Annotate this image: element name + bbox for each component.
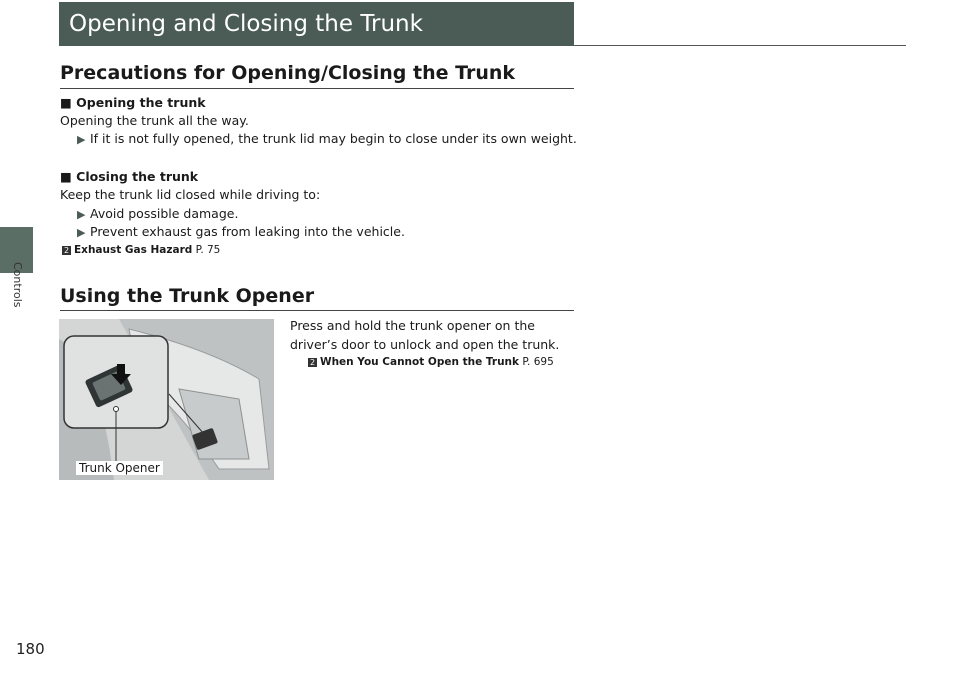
page-title: Opening and Closing the Trunk bbox=[59, 2, 574, 46]
opening-body: Opening the trunk all the way. bbox=[60, 113, 249, 128]
closing-bullet-1: ▶ Avoid possible damage. bbox=[77, 206, 239, 221]
figure-label: Trunk Opener bbox=[76, 461, 163, 475]
trunk-opener-illustration bbox=[59, 319, 274, 480]
closing-subhead: ■ Closing the trunk bbox=[60, 169, 199, 184]
precautions-heading: Precautions for Opening/Closing the Trunk bbox=[60, 62, 516, 84]
reference-icon: 2 bbox=[309, 358, 316, 367]
page-number: 180 bbox=[16, 640, 45, 658]
trunk-opener-heading: Using the Trunk Opener bbox=[60, 285, 315, 307]
opener-line-1: Press and hold the trunk opener on the bbox=[290, 318, 535, 333]
closing-bullet-2: ▶ Prevent exhaust gas from leaking into the vehicle. bbox=[77, 224, 405, 239]
reference-icon: 2 bbox=[63, 246, 70, 255]
arrow-icon: ▶ bbox=[77, 226, 86, 239]
opening-subhead: ■ Opening the trunk bbox=[60, 95, 206, 110]
cannot-open-ref-link[interactable]: 2 When You Cannot Open the Trunk P. 695 bbox=[309, 356, 554, 368]
closing-body: Keep the trunk lid closed while driving to: bbox=[60, 187, 321, 202]
opener-line-2: driver’s door to unlock and open the trunk. bbox=[290, 337, 560, 352]
title-rule bbox=[574, 45, 906, 46]
exhaust-ref-link[interactable]: 2 Exhaust Gas Hazard P. 75 bbox=[63, 244, 221, 256]
arrow-icon: ▶ bbox=[77, 133, 86, 146]
heading-rule bbox=[60, 88, 574, 89]
heading-rule bbox=[60, 310, 574, 311]
arrow-icon: ▶ bbox=[77, 208, 86, 221]
section-label: Controls bbox=[11, 262, 24, 308]
opening-bullet: ▶ If it is not fully opened, the trunk lid may begin to close under its own weight. bbox=[77, 131, 577, 146]
